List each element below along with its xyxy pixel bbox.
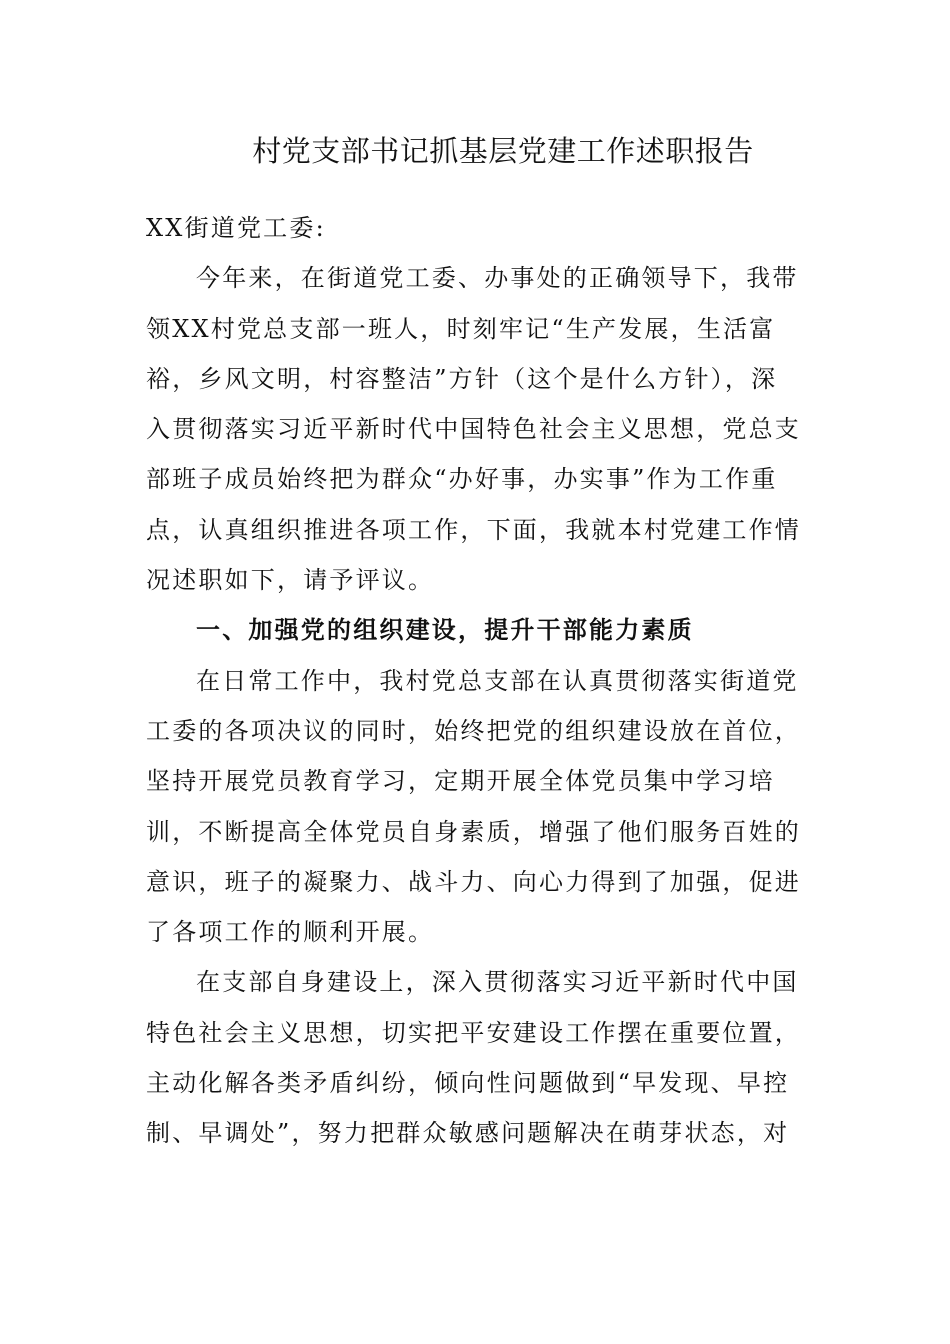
paragraph-2-line: 意识，班子的凝聚力、战斗力、向心力得到了加强，促进 bbox=[146, 867, 801, 896]
document-body bbox=[146, 203, 801, 1159]
paragraph-1-line: 部班子成员始终把为群众“办好事，办实事”作为工作重 bbox=[146, 465, 778, 494]
paragraph-1-line: 领XX村党总支部一班人，时刻牢记“生产发展，生活富 bbox=[146, 314, 776, 343]
section-1-heading: 一、加强党的组织建设，提升干部能力素质 bbox=[196, 615, 694, 645]
document-title: 村党支部书记抓基层党建工作述职报告 bbox=[252, 134, 754, 168]
paragraph-1-line: 点，认真组织推进各项工作，下面，我就本村党建工作情 bbox=[146, 515, 801, 544]
paragraph-3-line: 特色社会主义思想，切实把平安建设工作摆在重要位置， bbox=[146, 1018, 801, 1047]
salutation: XX街道党工委: bbox=[146, 214, 326, 242]
paragraph-1-line: 入贯彻落实习近平新时代中国特色社会主义思想，党总支 bbox=[146, 415, 801, 444]
paragraph-2-line: 在日常工作中，我村党总支部在认真贯彻落实街道党 bbox=[196, 666, 799, 695]
paragraph-3-line: 制、早调处”，努力把群众敏感问题解决在萌芽状态，对 bbox=[146, 1119, 790, 1148]
paragraph-1-line: 况述职如下，请予评议。 bbox=[146, 566, 435, 595]
paragraph-1-line: 今年来，在街道党工委、办事处的正确领导下，我带 bbox=[196, 264, 799, 293]
paragraph-3-line: 在支部自身建设上，深入贯彻落实习近平新时代中国 bbox=[196, 968, 799, 997]
paragraph-2-line: 坚持开展党员教育学习，定期开展全体党员集中学习培 bbox=[146, 767, 775, 796]
paragraph-2-line: 训，不断提高全体党员自身素质，增强了他们服务百姓的 bbox=[146, 817, 801, 846]
paragraph-1-line: 裕，乡风文明，村容整洁”方针（这个是什么方针），深 bbox=[146, 364, 778, 393]
paragraph-2-line: 工委的各项决议的同时，始终把党的组织建设放在首位， bbox=[146, 716, 801, 745]
paragraph-2-line: 了各项工作的顺利开展。 bbox=[146, 918, 435, 947]
paragraph-3-line: 主动化解各类矛盾纠纷，倾向性问题做到“早发现、早控 bbox=[146, 1069, 790, 1098]
